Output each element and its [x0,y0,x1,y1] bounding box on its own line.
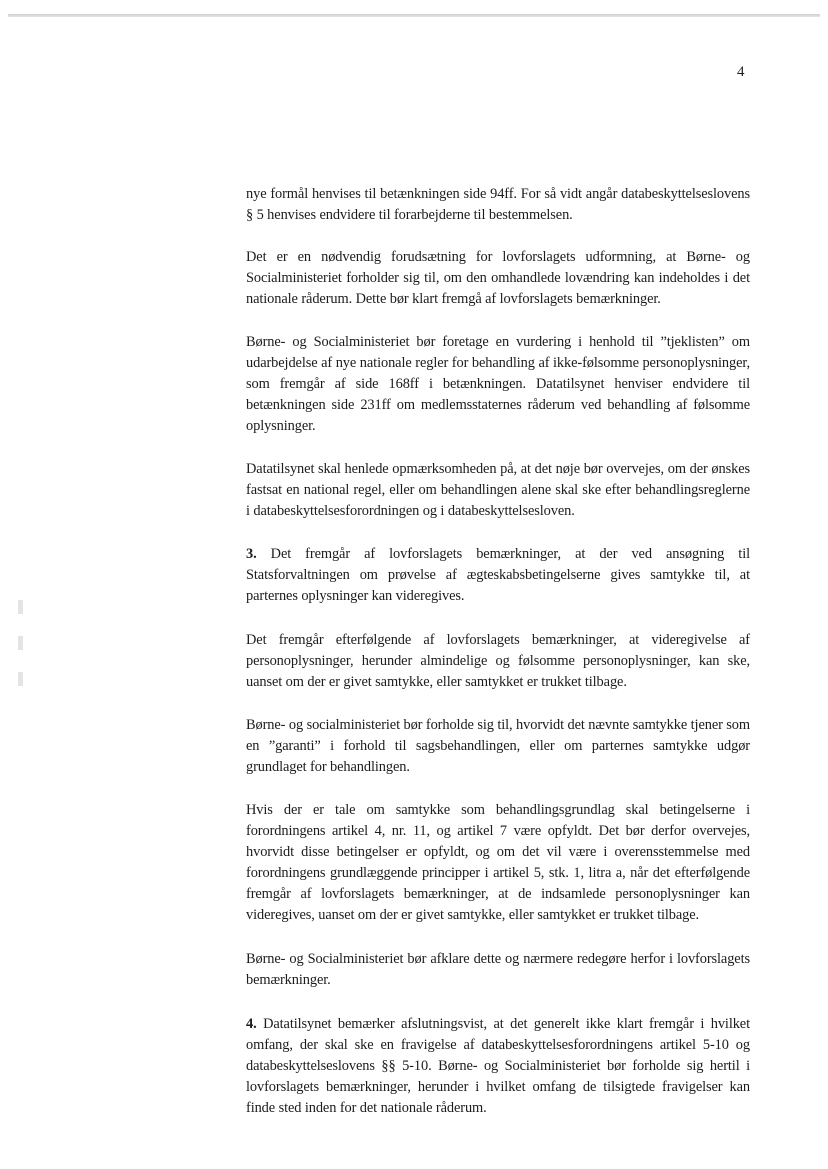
paragraph-text: Hvis der er tale om samtykke som behandlingsgrundlag skal betingelserne i forordningens artikel 4, nr. 11, og artikel 7 være opfyldt. Det bør derfor overvejes, hvorvidt disse betingelser er opfyldt, og om det vil være i overensstemmelse med forordningens grundlæggende principper i artikel 5, stk. 1, litra a, når det efterfølgende fremgår af lovforslagets bemærkninger, at de indsamlede personoplysninger kan videregives, uanset om der er givet samtykke, eller samtykket er trukket tilbage. [246,802,750,923]
paragraph-text: Det fremgår af lovforslagets bemærkninger, at der ved ansøgning til Statsforvaltningen om prøvelse af ægteskabsbetingelserne gives samtykke til, at parternes oplysninger kan videregives. [246,546,750,604]
paragraph-text: Datatilsynet skal henlede opmærksomheden på, at det nøje bør overvejes, om der ønskes fastsat en national regel, eller om behandlingen alene skal ske efter behandlingsreglerne i databeskyttelsesforordningen og i databeskyttelsesloven. [246,461,750,519]
scan-margin-marks [18,600,24,720]
paragraph [246,800,750,926]
paragraph-text: Datatilsynet bemærker afslutningsvist, at det generelt ikke klart fremgår i hvilket omfang, der skal ske en fravigelse af databeskyttelsesforordningens artikel 5-10 og databeskyttelseslovens §§ 5-10. Børne- og Socialministeriet bør forholde sig hertil i lovforslagets bemærkninger, herunder i hvilket omfang de tilsigtede fravigelser kan finde sted inden for det nationale råderum. [246,1016,750,1116]
paragraph-section-4 [246,1014,750,1119]
paragraph [246,184,750,226]
paragraph-text: Børne- og Socialministeriet bør afklare dette og nærmere redegøre herfor i lovforslagets bemærkninger. [246,951,750,988]
paragraph-text: nye formål henvises til betænkningen side 94ff. For så vidt angår databeskyttelseslovens § 5 henvises endvidere til forarbejderne til bestemmelsen. [246,186,750,223]
paragraph [246,715,750,778]
paragraph [246,949,750,991]
paragraph-text: Det fremgår efterfølgende af lovforslagets bemærkninger, at videregivelse af personoplysninger, herunder almindelige og følsomme personoplysninger, kan ske, uanset om der er givet samtykke, eller samtykket er trukket tilbage. [246,632,750,690]
scan-top-edge [8,14,820,17]
scan-mark [18,636,23,650]
paragraph [246,247,750,310]
paragraph-text: Børne- og Socialministeriet bør foretage en vurdering i henhold til ”tjeklisten” om udarbejdelse af nye nationale regler for behandling af ikke-følsomme personoplysninger, som fremgår af side 168ff i betænkningen. Datatilsynet henviser endvidere til betænkningen side 231ff om medlemsstaternes råderum ved behandling af følsomme oplysninger. [246,334,750,434]
paragraph [246,630,750,693]
paragraph-text: Det er en nødvendig forudsætning for lovforslagets udformning, at Børne- og Socialministeriet forholder sig til, om den omhandlede lovændring kan indeholdes i det nationale råderum. Dette bør klart fremgå af lovforslagets bemærkninger. [246,249,750,307]
paragraph-section-3 [246,544,750,607]
scan-mark [18,600,23,614]
document-body [246,184,750,1139]
paragraph [246,332,750,437]
page-number: 4 [737,64,745,80]
section-number: 3. [246,546,257,562]
scan-mark [18,672,23,686]
paragraph-text: Børne- og socialministeriet bør forholde sig til, hvorvidt det nævnte samtykke tjener som en ”garanti” i forhold til sagsbehandlingen, eller om parternes samtykke udgør grundlaget for behandlingen. [246,717,750,775]
section-number: 4. [246,1016,257,1032]
paragraph [246,459,750,522]
